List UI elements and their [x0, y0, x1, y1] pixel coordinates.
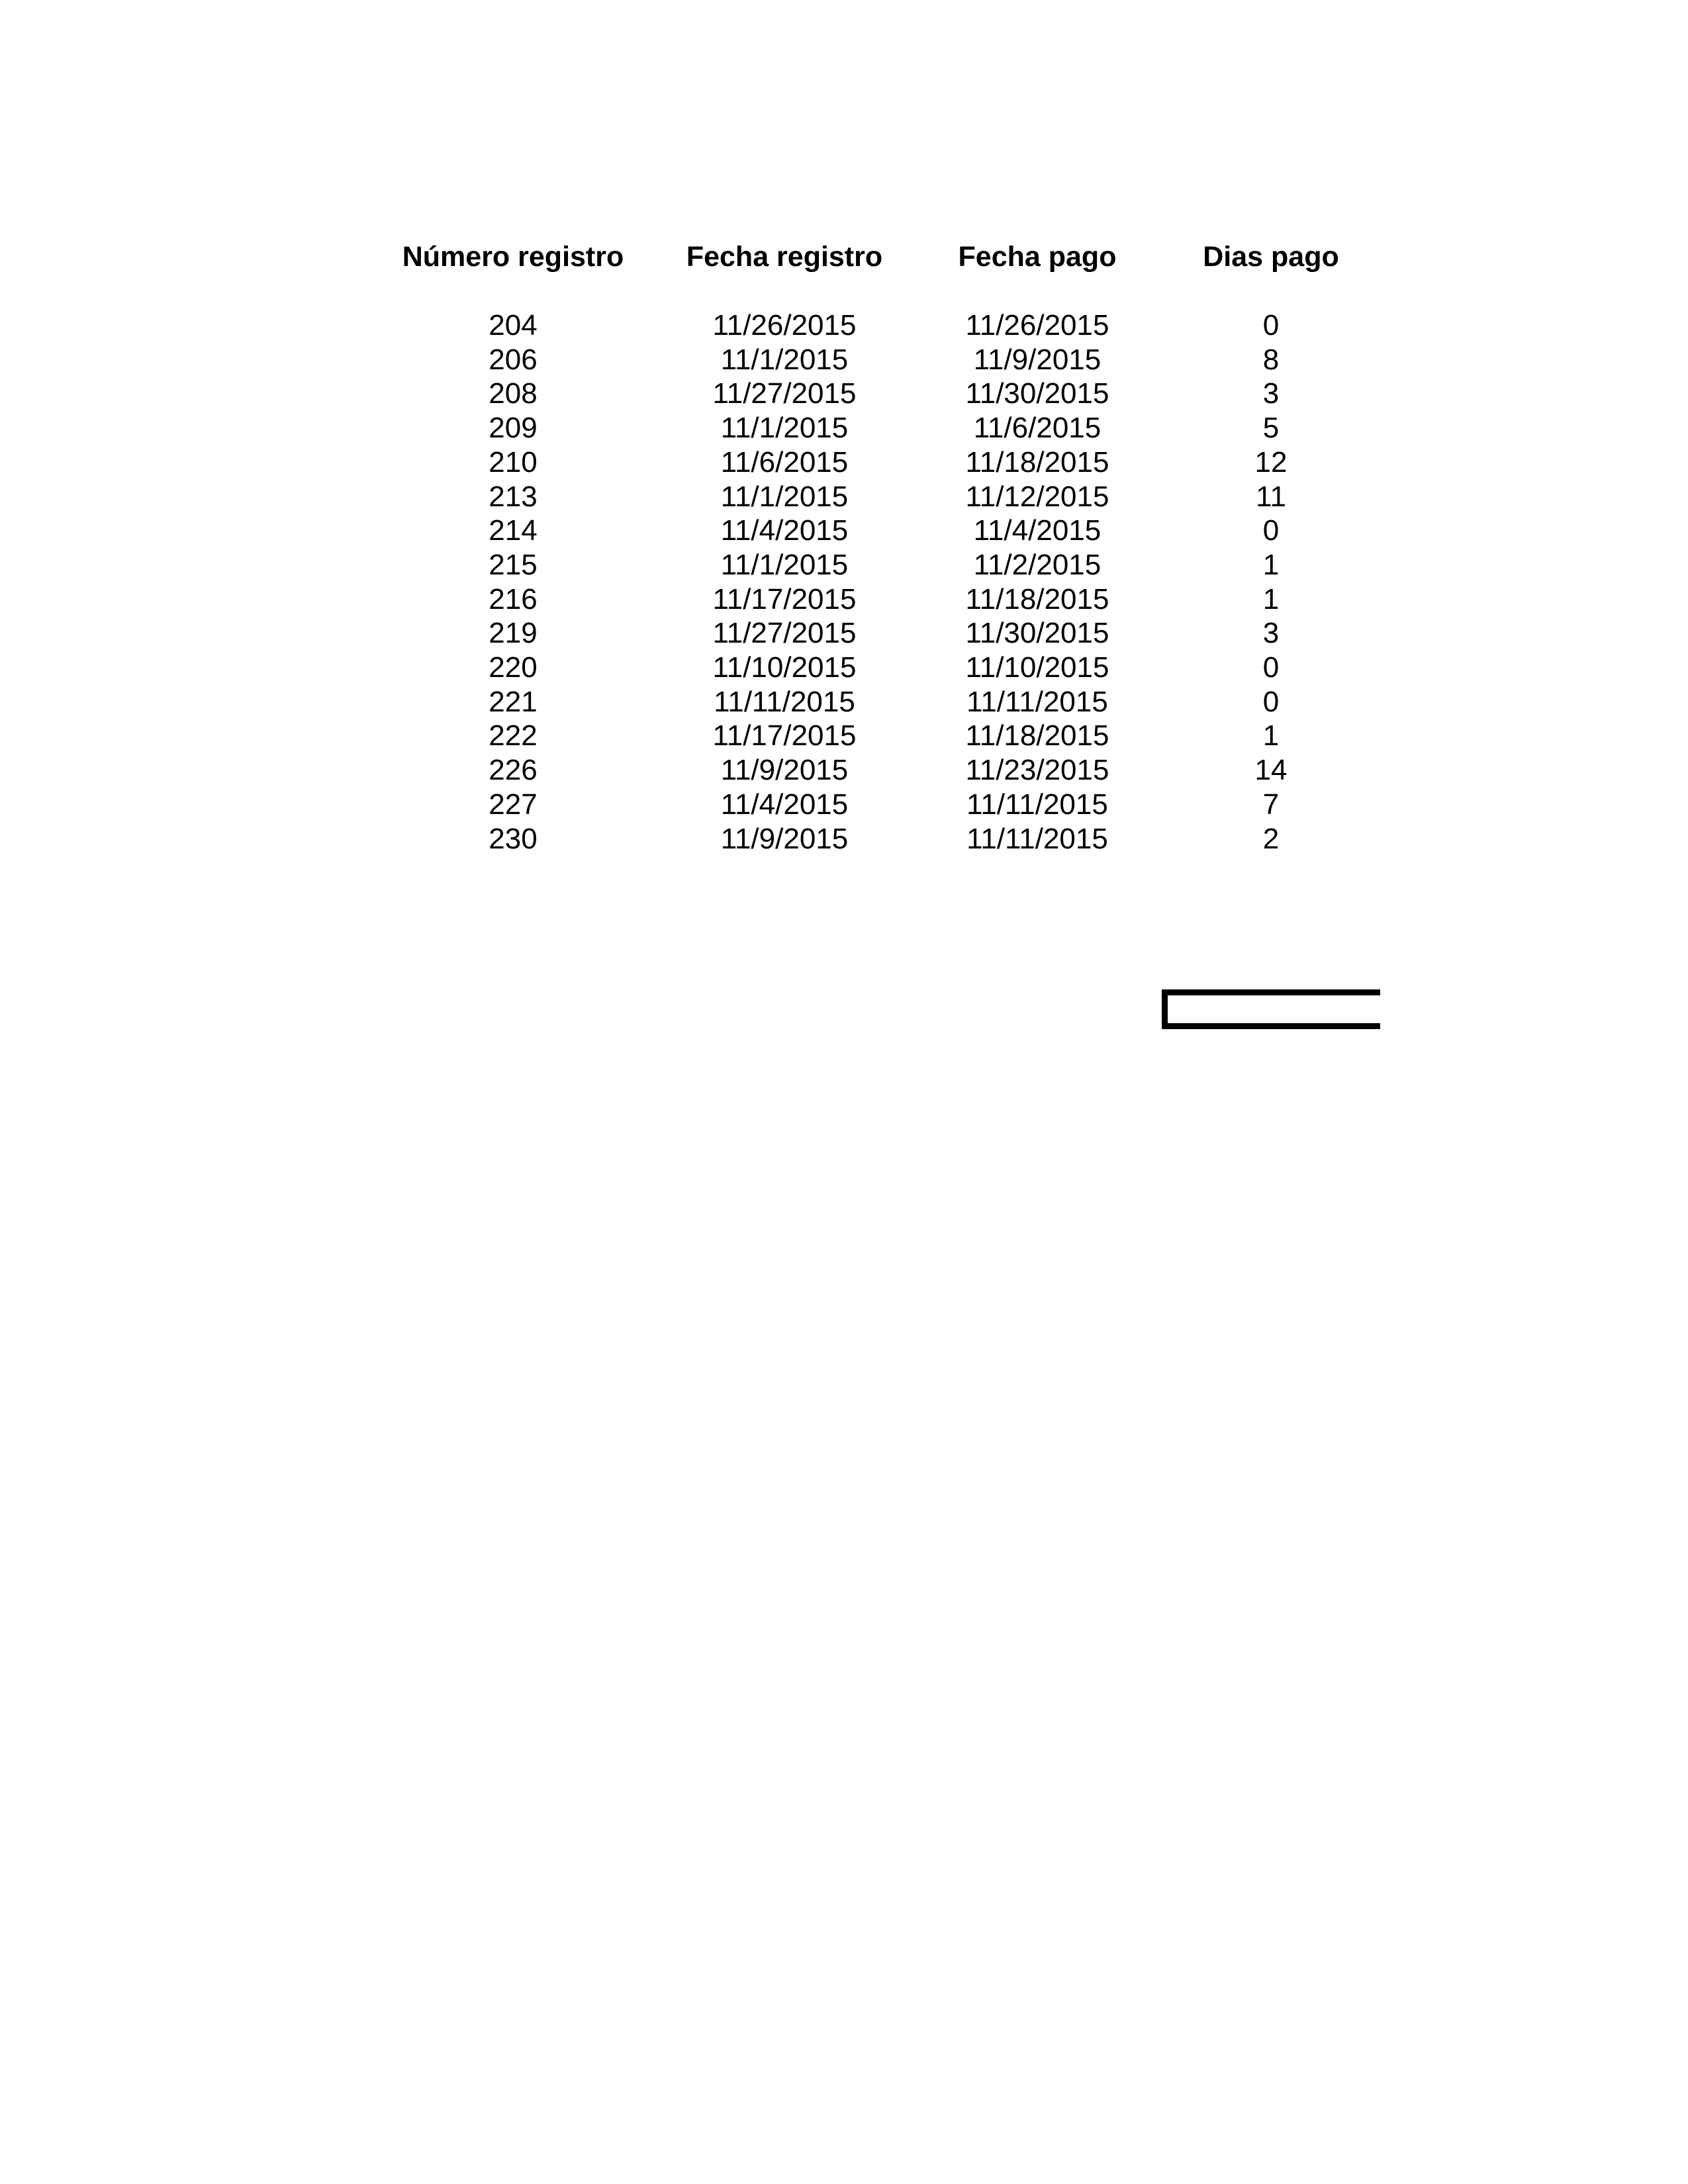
- table-cell-col-fecha-pago: 11/11/2015: [966, 822, 1108, 855]
- table-cell-col-numero-registro: 227: [489, 788, 538, 821]
- table-cell-col-dias-pago: 3: [1262, 617, 1280, 650]
- table-cell-col-fecha-pago: 11/23/2015: [965, 754, 1109, 787]
- table-cell-col-fecha-pago: 11/9/2015: [973, 343, 1102, 376]
- table-cell-col-dias-pago: 0: [1262, 309, 1280, 341]
- table-cell-col-fecha-pago: 11/6/2015: [973, 412, 1102, 445]
- table-cell-col-fecha-registro: 11/17/2015: [712, 719, 857, 752]
- table-cell-col-numero-registro: 220: [489, 651, 538, 684]
- table-cell-col-fecha-pago: 11/30/2015: [965, 617, 1109, 650]
- table-cell-col-fecha-registro: 11/9/2015: [720, 754, 849, 787]
- table-cell-col-numero-registro: 219: [489, 617, 538, 650]
- table-cell-col-fecha-pago: 11/18/2015: [965, 582, 1109, 615]
- table-cell-col-fecha-pago: 11/11/2015: [966, 685, 1108, 718]
- table-cell-col-fecha-registro: 11/27/2015: [712, 377, 857, 410]
- table-cell-col-fecha-registro: 11/1/2015: [720, 343, 849, 376]
- table-cell-col-numero-registro: 216: [489, 582, 538, 615]
- table-cell-col-fecha-registro: 11/9/2015: [720, 822, 849, 855]
- table-cell-col-fecha-registro: 11/10/2015: [712, 651, 857, 684]
- table-cell-col-fecha-registro: 11/6/2015: [720, 445, 849, 478]
- table-cell-col-numero-registro: 208: [489, 377, 538, 410]
- header-col-numero-registro: Número registro: [402, 241, 624, 273]
- table-cell-col-dias-pago: 3: [1262, 377, 1280, 410]
- table-cell-col-dias-pago: 1: [1262, 548, 1280, 581]
- table-cell-col-dias-pago: 0: [1262, 651, 1280, 684]
- table-cell-col-numero-registro: 204: [489, 309, 538, 341]
- table-cell-col-dias-pago: 12: [1254, 445, 1288, 478]
- table-cell-col-fecha-pago: 11/2/2015: [973, 548, 1102, 581]
- empty-bordered-cell: [1162, 989, 1380, 1029]
- table-cell-col-numero-registro: 230: [489, 822, 538, 855]
- table-cell-col-dias-pago: 0: [1262, 514, 1280, 547]
- table-cell-col-fecha-registro: 11/4/2015: [720, 514, 849, 547]
- header-col-fecha-registro: Fecha registro: [686, 241, 883, 273]
- table-cell-col-fecha-registro: 11/26/2015: [712, 309, 857, 341]
- table-cell-col-numero-registro: 226: [489, 754, 538, 787]
- header-col-fecha-pago: Fecha pago: [958, 241, 1117, 273]
- table-cell-col-fecha-pago: 11/18/2015: [965, 719, 1109, 752]
- table-cell-col-fecha-pago: 11/30/2015: [965, 377, 1109, 410]
- table-cell-col-fecha-pago: 11/11/2015: [966, 788, 1108, 821]
- table-cell-col-fecha-registro: 11/4/2015: [720, 788, 849, 821]
- table-cell-col-fecha-registro: 11/17/2015: [712, 582, 857, 615]
- table-cell-col-dias-pago: 11: [1256, 480, 1286, 513]
- table-cell-col-numero-registro: 214: [489, 514, 538, 547]
- table-cell-col-dias-pago: 14: [1254, 754, 1288, 787]
- table-cell-col-numero-registro: 213: [489, 480, 538, 513]
- table-cell-col-dias-pago: 5: [1262, 412, 1280, 445]
- table-cell-col-numero-registro: 210: [489, 445, 538, 478]
- table-cell-col-dias-pago: 0: [1262, 685, 1280, 718]
- table-cell-col-fecha-registro: 11/1/2015: [720, 548, 849, 581]
- table-cell-col-fecha-pago: 11/4/2015: [973, 514, 1102, 547]
- table-cell-col-numero-registro: 215: [489, 548, 538, 581]
- table-cell-col-numero-registro: 221: [489, 685, 538, 718]
- header-col-dias-pago: Dias pago: [1203, 241, 1339, 273]
- table-cell-col-dias-pago: 7: [1262, 788, 1280, 821]
- table-cell-col-fecha-registro: 11/1/2015: [720, 480, 849, 513]
- table-cell-col-fecha-pago: 11/12/2015: [965, 480, 1109, 513]
- table-cell-col-numero-registro: 222: [489, 719, 538, 752]
- table-cell-col-dias-pago: 1: [1262, 582, 1280, 615]
- table-cell-col-numero-registro: 209: [489, 412, 538, 445]
- table-cell-col-fecha-registro: 11/27/2015: [712, 617, 857, 650]
- table-cell-col-fecha-pago: 11/10/2015: [965, 651, 1109, 684]
- table-cell-col-fecha-pago: 11/18/2015: [965, 445, 1109, 478]
- table-cell-col-dias-pago: 2: [1262, 822, 1280, 855]
- table-cell-col-dias-pago: 8: [1262, 343, 1280, 376]
- table-cell-col-dias-pago: 1: [1262, 719, 1280, 752]
- table-cell-col-numero-registro: 206: [489, 343, 538, 376]
- table-cell-col-fecha-registro: 11/1/2015: [720, 412, 849, 445]
- table-cell-col-fecha-registro: 11/11/2015: [714, 685, 855, 718]
- table-cell-col-fecha-pago: 11/26/2015: [965, 309, 1109, 341]
